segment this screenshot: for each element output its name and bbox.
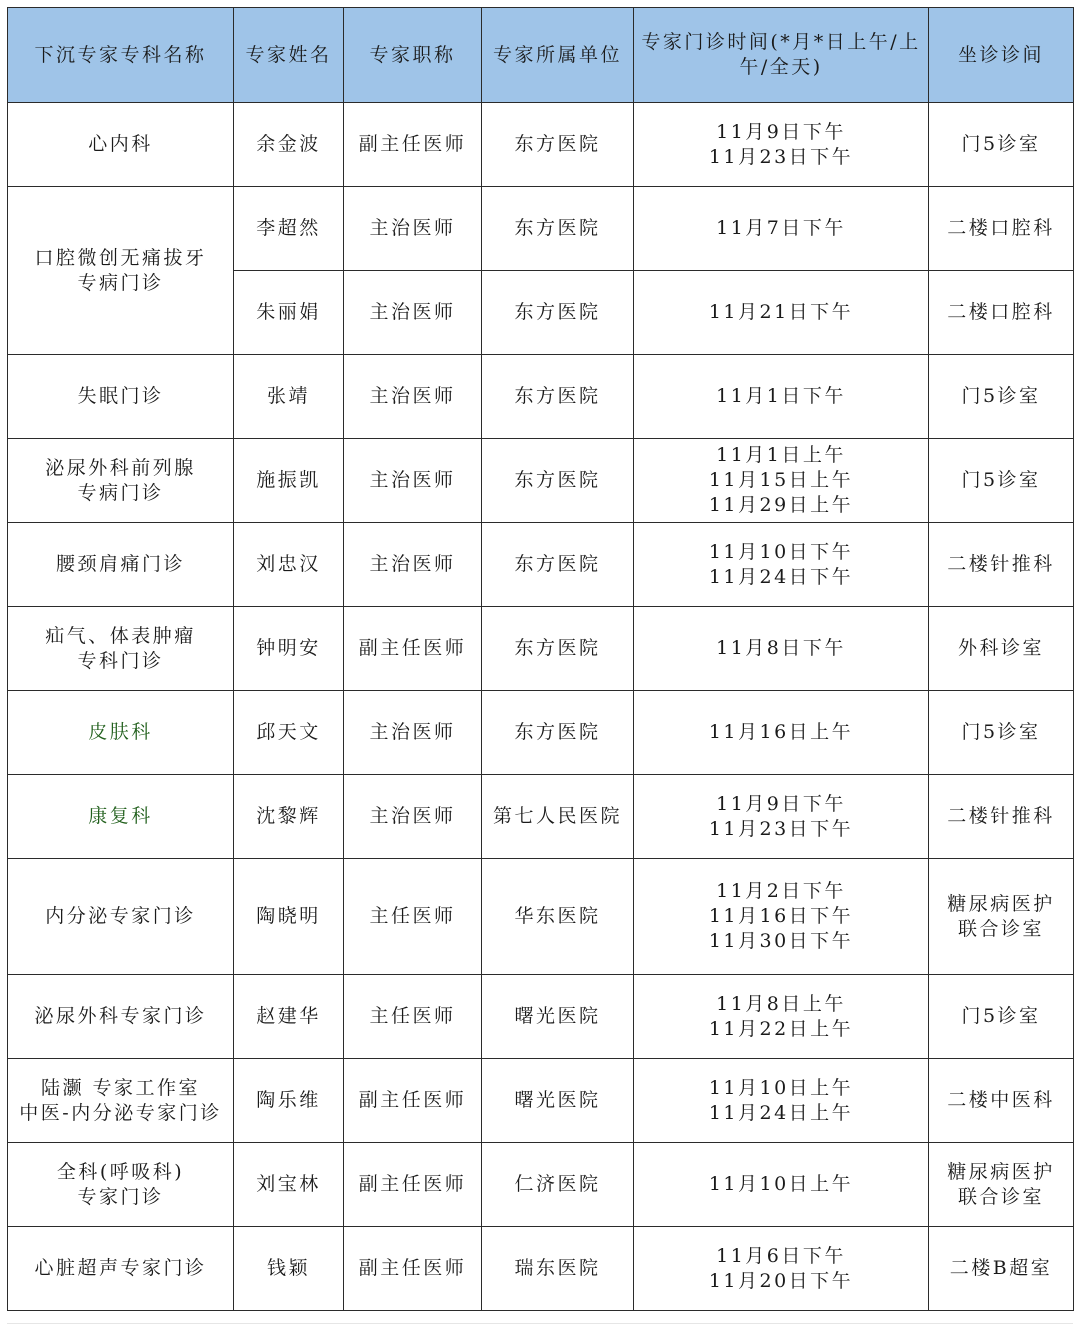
cell-hospital: 东方医院 bbox=[482, 271, 634, 355]
cell-line: 疝气、体表肿瘤 bbox=[45, 624, 196, 647]
cell-line: 全科(呼吸科) bbox=[56, 1160, 185, 1183]
cell-line: 康复科 bbox=[88, 805, 153, 827]
cell-line: 口腔微创无痛拔牙 bbox=[34, 246, 207, 269]
table-row bbox=[8, 607, 1074, 691]
cell-department bbox=[8, 439, 234, 523]
cell-department bbox=[8, 1143, 234, 1227]
cell-line: 外科诊室 bbox=[957, 637, 1044, 659]
cell-expert-title: 副主任医师 bbox=[344, 1143, 482, 1227]
table-row bbox=[8, 691, 1074, 775]
cell-clinic-time bbox=[634, 975, 929, 1059]
table-row bbox=[8, 859, 1074, 975]
cell-line: 专病门诊 bbox=[77, 481, 164, 504]
column-header-unit bbox=[482, 8, 634, 103]
cell-clinic-time bbox=[634, 607, 929, 691]
cell-department bbox=[8, 187, 234, 355]
table-row bbox=[8, 355, 1074, 439]
cell-line: 专家所属单位 bbox=[492, 43, 622, 66]
cell-clinic-time bbox=[634, 1059, 929, 1143]
cell-department bbox=[8, 1227, 234, 1311]
cell-line: 专家姓名 bbox=[245, 43, 332, 66]
table-body bbox=[8, 103, 1074, 1311]
cell-line: (*月*日上午/上午/全天) bbox=[739, 31, 921, 78]
cell-line: 皮肤科 bbox=[88, 721, 153, 743]
cell-hospital: 第七人民医院 bbox=[482, 775, 634, 859]
column-header-time bbox=[634, 8, 929, 103]
cell-expert-title: 主治医师 bbox=[344, 523, 482, 607]
table-row bbox=[8, 1143, 1074, 1227]
cell-expert-name: 余金波 bbox=[234, 103, 344, 187]
cell-department bbox=[8, 523, 234, 607]
cell-expert-title: 副主任医师 bbox=[344, 103, 482, 187]
cell-hospital: 华东医院 bbox=[482, 859, 634, 975]
cell-clinic-time bbox=[634, 439, 929, 523]
cell-expert-title: 副主任医师 bbox=[344, 1059, 482, 1143]
cell-line: 泌尿外科前列腺 bbox=[45, 456, 196, 479]
cell-expert-title: 副主任医师 bbox=[344, 1227, 482, 1311]
table-header-row bbox=[8, 8, 1074, 103]
cell-hospital: 东方医院 bbox=[482, 103, 634, 187]
cell-expert-name: 刘忠汉 bbox=[234, 523, 344, 607]
cell-line: 门5诊室 bbox=[961, 133, 1041, 155]
cell-clinic-room bbox=[929, 775, 1074, 859]
cell-clinic-time bbox=[634, 859, 929, 975]
cell-clinic-room bbox=[929, 691, 1074, 775]
cell-line: 坐诊诊间 bbox=[957, 43, 1044, 66]
cell-expert-name: 赵建华 bbox=[234, 975, 344, 1059]
cell-hospital: 曙光医院 bbox=[482, 975, 634, 1059]
cell-clinic-time bbox=[634, 1227, 929, 1311]
cell-line: 11月16日上午 bbox=[708, 721, 854, 743]
cell-expert-name: 钱颖 bbox=[234, 1227, 344, 1311]
cell-expert-title: 主治医师 bbox=[344, 187, 482, 271]
cell-clinic-room bbox=[929, 523, 1074, 607]
cell-expert-title: 主治医师 bbox=[344, 691, 482, 775]
cell-line: 11月10日上午 bbox=[708, 1173, 854, 1195]
cell-expert-title: 主治医师 bbox=[344, 775, 482, 859]
column-header-room bbox=[929, 8, 1074, 103]
cell-clinic-room bbox=[929, 271, 1074, 355]
cell-line: 专家门诊 bbox=[77, 1185, 164, 1208]
cell-department bbox=[8, 775, 234, 859]
cell-expert-name: 张靖 bbox=[234, 355, 344, 439]
cell-line: 二楼口腔科 bbox=[947, 301, 1055, 323]
cell-clinic-time bbox=[634, 523, 929, 607]
cell-clinic-time bbox=[634, 355, 929, 439]
cell-department bbox=[8, 103, 234, 187]
cell-line: 专病门诊 bbox=[77, 271, 164, 294]
cell-clinic-time bbox=[634, 691, 929, 775]
cell-line: 11月15日上午 bbox=[708, 469, 854, 491]
cell-expert-name: 李超然 bbox=[234, 187, 344, 271]
cell-line: 11月22日上午 bbox=[708, 1017, 854, 1040]
cell-line: 11月10日上午 bbox=[708, 1076, 854, 1099]
cell-line: 11月6日下午 bbox=[716, 1244, 846, 1267]
cell-line: 11月30日下午 bbox=[708, 930, 854, 952]
cell-line: 11月9日下午 bbox=[716, 120, 846, 143]
cell-line: 门5诊室 bbox=[961, 385, 1041, 407]
cell-line: 门5诊室 bbox=[961, 1005, 1041, 1027]
cell-clinic-time bbox=[634, 103, 929, 187]
cell-line: 11月7日下午 bbox=[716, 217, 846, 239]
cell-clinic-room bbox=[929, 975, 1074, 1059]
cell-line: 联合诊室 bbox=[957, 917, 1044, 940]
cell-line: 失眠门诊 bbox=[77, 385, 164, 407]
cell-expert-name: 沈黎辉 bbox=[234, 775, 344, 859]
cell-department bbox=[8, 1059, 234, 1143]
cell-hospital: 东方医院 bbox=[482, 607, 634, 691]
column-header-name bbox=[234, 8, 344, 103]
cell-line: 11月9日下午 bbox=[716, 792, 846, 815]
table-row bbox=[8, 1227, 1074, 1311]
cell-line: 11月20日下午 bbox=[708, 1269, 854, 1292]
cell-clinic-room bbox=[929, 439, 1074, 523]
cell-hospital: 仁济医院 bbox=[482, 1143, 634, 1227]
cell-expert-name: 邱天文 bbox=[234, 691, 344, 775]
cell-hospital: 东方医院 bbox=[482, 523, 634, 607]
table-row bbox=[8, 187, 1074, 271]
cell-clinic-room bbox=[929, 607, 1074, 691]
cell-clinic-room bbox=[929, 103, 1074, 187]
cell-line: 11月8日下午 bbox=[716, 637, 846, 659]
cell-line: 二楼针推科 bbox=[947, 805, 1055, 827]
table-row bbox=[8, 975, 1074, 1059]
cell-line: 11月29日上午 bbox=[708, 494, 854, 516]
cell-line: 11月21日下午 bbox=[708, 301, 854, 323]
cell-department bbox=[8, 607, 234, 691]
cell-clinic-room bbox=[929, 1143, 1074, 1227]
cell-clinic-time bbox=[634, 187, 929, 271]
cell-expert-title: 主治医师 bbox=[344, 439, 482, 523]
cell-line: 二楼中医科 bbox=[947, 1089, 1055, 1111]
cell-expert-name: 钟明安 bbox=[234, 607, 344, 691]
table-row bbox=[8, 523, 1074, 607]
cell-line: 联合诊室 bbox=[957, 1185, 1044, 1208]
cell-line: 二楼B超室 bbox=[949, 1257, 1053, 1279]
cell-clinic-room bbox=[929, 1227, 1074, 1311]
cell-expert-title: 主任医师 bbox=[344, 975, 482, 1059]
cell-line: 二楼针推科 bbox=[947, 553, 1055, 575]
cell-expert-name: 朱丽娟 bbox=[234, 271, 344, 355]
cell-line: 糖尿病医护 bbox=[947, 1160, 1055, 1183]
cell-expert-name: 陶晓明 bbox=[234, 859, 344, 975]
cell-line: 下沉专家专科名称 bbox=[34, 43, 207, 66]
cell-line: 专科门诊 bbox=[77, 649, 164, 672]
table-row bbox=[8, 439, 1074, 523]
cell-department bbox=[8, 691, 234, 775]
cell-expert-name: 刘宝林 bbox=[234, 1143, 344, 1227]
expert-schedule-table bbox=[7, 7, 1074, 1311]
cell-line: 心内科 bbox=[88, 133, 153, 155]
cell-line: 11月23日下午 bbox=[708, 145, 854, 168]
cell-line: 专家职称 bbox=[369, 43, 456, 66]
cell-line: 二楼口腔科 bbox=[947, 217, 1055, 239]
cell-line: 11月2日下午 bbox=[716, 880, 846, 902]
cell-hospital: 东方医院 bbox=[482, 691, 634, 775]
cell-clinic-time bbox=[634, 1143, 929, 1227]
cell-line: 腰颈肩痛门诊 bbox=[55, 553, 185, 575]
cell-clinic-room bbox=[929, 187, 1074, 271]
cell-line: 11月24日上午 bbox=[708, 1101, 854, 1124]
cell-line: 门5诊室 bbox=[961, 721, 1041, 743]
cell-clinic-time bbox=[634, 775, 929, 859]
cell-line: 陆灏 专家工作室 bbox=[40, 1076, 201, 1099]
cell-line: 11月24日下午 bbox=[708, 565, 854, 588]
page-bottom-divider bbox=[7, 1323, 1073, 1324]
cell-hospital: 东方医院 bbox=[482, 439, 634, 523]
cell-line: 11月10日下午 bbox=[708, 540, 854, 563]
cell-line: 门5诊室 bbox=[961, 469, 1041, 491]
cell-expert-title: 主治医师 bbox=[344, 355, 482, 439]
cell-line: 专家门诊时间 bbox=[641, 31, 771, 53]
cell-department bbox=[8, 355, 234, 439]
cell-line: 11月23日下午 bbox=[708, 817, 854, 840]
cell-line: 心脏超声专家门诊 bbox=[34, 1257, 207, 1279]
cell-hospital: 瑞东医院 bbox=[482, 1227, 634, 1311]
table-row bbox=[8, 775, 1074, 859]
cell-clinic-room bbox=[929, 1059, 1074, 1143]
cell-line: 内分泌专家门诊 bbox=[45, 905, 196, 927]
cell-department bbox=[8, 975, 234, 1059]
cell-expert-title: 主治医师 bbox=[344, 271, 482, 355]
cell-expert-name: 陶乐维 bbox=[234, 1059, 344, 1143]
cell-line: 11月16日下午 bbox=[708, 905, 854, 927]
cell-hospital: 东方医院 bbox=[482, 355, 634, 439]
cell-expert-title: 主任医师 bbox=[344, 859, 482, 975]
cell-expert-name: 施振凯 bbox=[234, 439, 344, 523]
cell-hospital: 东方医院 bbox=[482, 187, 634, 271]
cell-line: 泌尿外科专家门诊 bbox=[34, 1005, 207, 1027]
cell-hospital: 曙光医院 bbox=[482, 1059, 634, 1143]
cell-line: 糖尿病医护 bbox=[947, 892, 1055, 915]
column-header-title bbox=[344, 8, 482, 103]
cell-line: 中医-内分泌专家门诊 bbox=[19, 1101, 222, 1124]
cell-line: 11月8日上午 bbox=[716, 992, 846, 1015]
cell-clinic-time bbox=[634, 271, 929, 355]
column-header-dept bbox=[8, 8, 234, 103]
cell-clinic-room bbox=[929, 355, 1074, 439]
cell-expert-title: 副主任医师 bbox=[344, 607, 482, 691]
cell-clinic-room bbox=[929, 859, 1074, 975]
table-row bbox=[8, 1059, 1074, 1143]
cell-department bbox=[8, 859, 234, 975]
cell-line: 11月1日上午 bbox=[716, 444, 846, 466]
cell-line: 11月1日下午 bbox=[716, 385, 846, 407]
table-row bbox=[8, 103, 1074, 187]
